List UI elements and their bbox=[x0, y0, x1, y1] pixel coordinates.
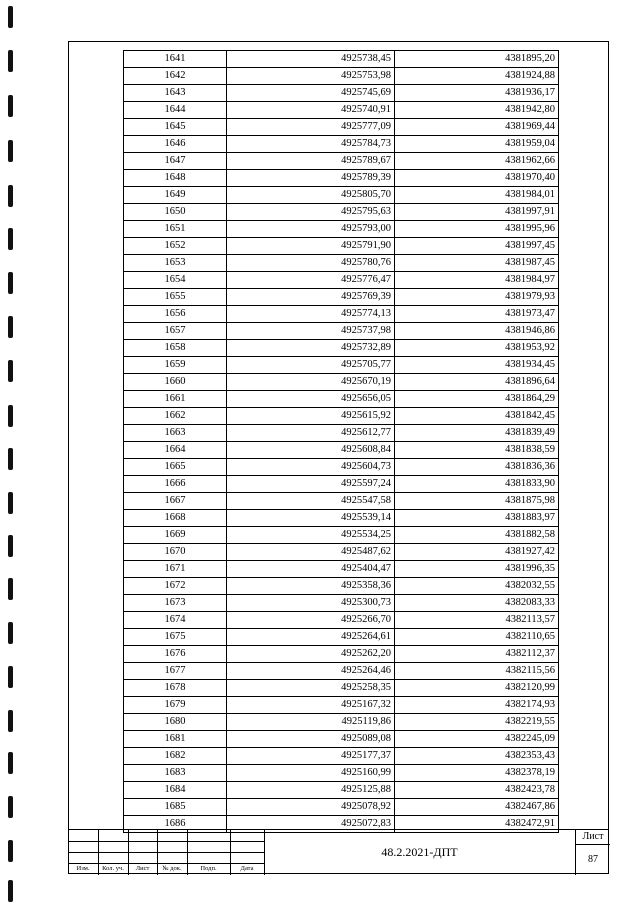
label-doc-number: № док. bbox=[162, 865, 182, 872]
binder-hole-mark bbox=[8, 752, 13, 774]
point-number-cell: 1647 bbox=[124, 153, 227, 170]
y-coordinate-cell: 4381969,44 bbox=[395, 119, 559, 136]
table-row bbox=[124, 153, 559, 170]
binder-hole-mark bbox=[8, 840, 13, 862]
table-row bbox=[124, 204, 559, 221]
y-coordinate-cell: 4381864,29 bbox=[395, 391, 559, 408]
point-number-cell: 1684 bbox=[124, 782, 227, 799]
x-coordinate-cell: 4925740,91 bbox=[227, 102, 395, 119]
x-coordinate-cell: 4925608,84 bbox=[227, 442, 395, 459]
point-number-cell: 1665 bbox=[124, 459, 227, 476]
binder-hole-mark bbox=[8, 880, 13, 902]
y-coordinate-cell: 4381962,66 bbox=[395, 153, 559, 170]
binder-hole-mark bbox=[8, 95, 13, 117]
table-row bbox=[124, 714, 559, 731]
binder-marks bbox=[6, 0, 18, 905]
y-coordinate-cell: 4382110,65 bbox=[395, 629, 559, 646]
x-coordinate-cell: 4925534,25 bbox=[227, 527, 395, 544]
table-row bbox=[124, 510, 559, 527]
y-coordinate-cell: 4381984,97 bbox=[395, 272, 559, 289]
x-coordinate-cell: 4925753,98 bbox=[227, 68, 395, 85]
binder-hole-mark bbox=[8, 492, 13, 514]
y-coordinate-cell: 4381833,90 bbox=[395, 476, 559, 493]
table-row bbox=[124, 544, 559, 561]
sheet-box bbox=[575, 830, 610, 875]
title-block-row-line bbox=[68, 863, 264, 864]
binder-hole-mark bbox=[8, 316, 13, 338]
table-row bbox=[124, 476, 559, 493]
y-coordinate-cell: 4381934,45 bbox=[395, 357, 559, 374]
y-coordinate-cell: 4381927,42 bbox=[395, 544, 559, 561]
x-coordinate-cell: 4925769,39 bbox=[227, 289, 395, 306]
table-row bbox=[124, 442, 559, 459]
point-number-cell: 1671 bbox=[124, 561, 227, 578]
point-number-cell: 1670 bbox=[124, 544, 227, 561]
point-number-cell: 1662 bbox=[124, 408, 227, 425]
point-number-cell: 1682 bbox=[124, 748, 227, 765]
y-coordinate-cell: 4382353,43 bbox=[395, 748, 559, 765]
table-row bbox=[124, 170, 559, 187]
point-number-cell: 1668 bbox=[124, 510, 227, 527]
y-coordinate-cell: 4382120,99 bbox=[395, 680, 559, 697]
y-coordinate-cell: 4381953,92 bbox=[395, 340, 559, 357]
point-number-cell: 1669 bbox=[124, 527, 227, 544]
point-number-cell: 1664 bbox=[124, 442, 227, 459]
y-coordinate-cell: 4381838,59 bbox=[395, 442, 559, 459]
y-coordinate-cell: 4382032,55 bbox=[395, 578, 559, 595]
x-coordinate-cell: 4925745,69 bbox=[227, 85, 395, 102]
binder-hole-mark bbox=[8, 710, 13, 732]
y-coordinate-cell: 4382112,37 bbox=[395, 646, 559, 663]
title-block-row-line bbox=[68, 841, 264, 842]
table-row bbox=[124, 374, 559, 391]
title-block bbox=[68, 829, 609, 875]
x-coordinate-cell: 4925547,58 bbox=[227, 493, 395, 510]
label-signature: Подп. bbox=[200, 865, 217, 872]
point-number-cell: 1685 bbox=[124, 799, 227, 816]
sheet-label: Лист bbox=[582, 831, 604, 842]
x-coordinate-cell: 4925119,86 bbox=[227, 714, 395, 731]
x-coordinate-cell: 4925262,20 bbox=[227, 646, 395, 663]
y-coordinate-cell: 4381842,45 bbox=[395, 408, 559, 425]
table-row bbox=[124, 119, 559, 136]
x-coordinate-cell: 4925160,99 bbox=[227, 765, 395, 782]
y-coordinate-cell: 4381984,01 bbox=[395, 187, 559, 204]
point-number-cell: 1666 bbox=[124, 476, 227, 493]
y-coordinate-cell: 4381997,91 bbox=[395, 204, 559, 221]
x-coordinate-cell: 4925789,39 bbox=[227, 170, 395, 187]
y-coordinate-cell: 4382113,57 bbox=[395, 612, 559, 629]
x-coordinate-cell: 4925264,46 bbox=[227, 663, 395, 680]
x-coordinate-cell: 4925487,62 bbox=[227, 544, 395, 561]
point-number-cell: 1677 bbox=[124, 663, 227, 680]
sheet-divider bbox=[576, 844, 610, 845]
y-coordinate-cell: 4381970,40 bbox=[395, 170, 559, 187]
coordinates-table bbox=[123, 50, 559, 833]
title-block-row-line bbox=[68, 852, 264, 853]
point-number-cell: 1652 bbox=[124, 238, 227, 255]
x-coordinate-cell: 4925777,09 bbox=[227, 119, 395, 136]
label-change: Изм. bbox=[76, 865, 90, 872]
binder-hole-mark bbox=[8, 360, 13, 382]
table-row bbox=[124, 595, 559, 612]
x-coordinate-cell: 4925795,63 bbox=[227, 204, 395, 221]
table-row bbox=[124, 306, 559, 323]
y-coordinate-cell: 4381936,17 bbox=[395, 85, 559, 102]
table-row bbox=[124, 102, 559, 119]
x-coordinate-cell: 4925805,70 bbox=[227, 187, 395, 204]
point-number-cell: 1651 bbox=[124, 221, 227, 238]
sheet-number: 87 bbox=[588, 854, 598, 865]
y-coordinate-cell: 4381882,58 bbox=[395, 527, 559, 544]
binder-hole-mark bbox=[8, 535, 13, 557]
x-coordinate-cell: 4925266,70 bbox=[227, 612, 395, 629]
table-row bbox=[124, 612, 559, 629]
binder-hole-mark bbox=[8, 796, 13, 818]
point-number-cell: 1678 bbox=[124, 680, 227, 697]
x-coordinate-cell: 4925670,19 bbox=[227, 374, 395, 391]
y-coordinate-cell: 4381836,36 bbox=[395, 459, 559, 476]
y-coordinate-cell: 4381895,20 bbox=[395, 51, 559, 68]
point-number-cell: 1653 bbox=[124, 255, 227, 272]
table-row bbox=[124, 221, 559, 238]
table-row bbox=[124, 646, 559, 663]
binder-hole-mark bbox=[8, 185, 13, 207]
point-number-cell: 1667 bbox=[124, 493, 227, 510]
table-row bbox=[124, 663, 559, 680]
point-number-cell: 1650 bbox=[124, 204, 227, 221]
x-coordinate-cell: 4925358,36 bbox=[227, 578, 395, 595]
x-coordinate-cell: 4925300,73 bbox=[227, 595, 395, 612]
table-row bbox=[124, 408, 559, 425]
y-coordinate-cell: 4381924,88 bbox=[395, 68, 559, 85]
x-coordinate-cell: 4925125,88 bbox=[227, 782, 395, 799]
y-coordinate-cell: 4381896,64 bbox=[395, 374, 559, 391]
table-row bbox=[124, 578, 559, 595]
label-date: Дата bbox=[240, 865, 254, 872]
binder-hole-mark bbox=[8, 140, 13, 162]
binder-hole-mark bbox=[8, 272, 13, 294]
y-coordinate-cell: 4381839,49 bbox=[395, 425, 559, 442]
y-coordinate-cell: 4382174,93 bbox=[395, 697, 559, 714]
y-coordinate-cell: 4381883,97 bbox=[395, 510, 559, 527]
y-coordinate-cell: 4381995,96 bbox=[395, 221, 559, 238]
binder-hole-mark bbox=[8, 228, 13, 250]
table-row bbox=[124, 697, 559, 714]
point-number-cell: 1661 bbox=[124, 391, 227, 408]
label-sheet: Лист bbox=[135, 865, 150, 872]
point-number-cell: 1658 bbox=[124, 340, 227, 357]
x-coordinate-cell: 4925078,92 bbox=[227, 799, 395, 816]
document-code: 48.2.2021-ДПТ bbox=[381, 845, 458, 859]
point-number-cell: 1680 bbox=[124, 714, 227, 731]
y-coordinate-cell: 4381946,86 bbox=[395, 323, 559, 340]
point-number-cell: 1645 bbox=[124, 119, 227, 136]
table-row bbox=[124, 561, 559, 578]
binder-hole-mark bbox=[8, 6, 13, 28]
point-number-cell: 1649 bbox=[124, 187, 227, 204]
table-row bbox=[124, 68, 559, 85]
table-row bbox=[124, 272, 559, 289]
point-number-cell: 1643 bbox=[124, 85, 227, 102]
y-coordinate-cell: 4381973,47 bbox=[395, 306, 559, 323]
point-number-cell: 1642 bbox=[124, 68, 227, 85]
table-row bbox=[124, 425, 559, 442]
y-coordinate-cell: 4382245,09 bbox=[395, 731, 559, 748]
point-number-cell: 1656 bbox=[124, 306, 227, 323]
x-coordinate-cell: 4925774,13 bbox=[227, 306, 395, 323]
point-number-cell: 1660 bbox=[124, 374, 227, 391]
x-coordinate-cell: 4925072,83 bbox=[227, 816, 395, 833]
x-coordinate-cell: 4925776,47 bbox=[227, 272, 395, 289]
binder-hole-mark bbox=[8, 578, 13, 600]
point-number-cell: 1686 bbox=[124, 816, 227, 833]
y-coordinate-cell: 4381997,45 bbox=[395, 238, 559, 255]
point-number-cell: 1644 bbox=[124, 102, 227, 119]
x-coordinate-cell: 4925705,77 bbox=[227, 357, 395, 374]
x-coordinate-cell: 4925615,92 bbox=[227, 408, 395, 425]
point-number-cell: 1675 bbox=[124, 629, 227, 646]
table-row bbox=[124, 748, 559, 765]
y-coordinate-cell: 4382083,33 bbox=[395, 595, 559, 612]
point-number-cell: 1659 bbox=[124, 357, 227, 374]
table-row bbox=[124, 680, 559, 697]
table-row bbox=[124, 782, 559, 799]
table-row bbox=[124, 799, 559, 816]
point-number-cell: 1672 bbox=[124, 578, 227, 595]
point-number-cell: 1673 bbox=[124, 595, 227, 612]
point-number-cell: 1674 bbox=[124, 612, 227, 629]
x-coordinate-cell: 4925656,05 bbox=[227, 391, 395, 408]
x-coordinate-cell: 4925264,61 bbox=[227, 629, 395, 646]
coordinates-table-body bbox=[124, 51, 559, 833]
x-coordinate-cell: 4925738,45 bbox=[227, 51, 395, 68]
table-row bbox=[124, 238, 559, 255]
point-number-cell: 1663 bbox=[124, 425, 227, 442]
y-coordinate-cell: 4381996,35 bbox=[395, 561, 559, 578]
table-row bbox=[124, 459, 559, 476]
point-number-cell: 1676 bbox=[124, 646, 227, 663]
x-coordinate-cell: 4925784,73 bbox=[227, 136, 395, 153]
binder-hole-mark bbox=[8, 448, 13, 470]
y-coordinate-cell: 4382467,86 bbox=[395, 799, 559, 816]
table-row bbox=[124, 255, 559, 272]
x-coordinate-cell: 4925089,08 bbox=[227, 731, 395, 748]
point-number-cell: 1679 bbox=[124, 697, 227, 714]
point-number-cell: 1681 bbox=[124, 731, 227, 748]
table-row bbox=[124, 289, 559, 306]
table-row bbox=[124, 527, 559, 544]
table-row bbox=[124, 391, 559, 408]
y-coordinate-cell: 4381979,93 bbox=[395, 289, 559, 306]
x-coordinate-cell: 4925780,76 bbox=[227, 255, 395, 272]
point-number-cell: 1654 bbox=[124, 272, 227, 289]
table-row bbox=[124, 765, 559, 782]
x-coordinate-cell: 4925258,35 bbox=[227, 680, 395, 697]
x-coordinate-cell: 4925404,47 bbox=[227, 561, 395, 578]
point-number-cell: 1655 bbox=[124, 289, 227, 306]
point-number-cell: 1648 bbox=[124, 170, 227, 187]
y-coordinate-cell: 4382115,56 bbox=[395, 663, 559, 680]
point-number-cell: 1683 bbox=[124, 765, 227, 782]
x-coordinate-cell: 4925732,89 bbox=[227, 340, 395, 357]
table-row bbox=[124, 51, 559, 68]
binder-hole-mark bbox=[8, 666, 13, 688]
x-coordinate-cell: 4925177,37 bbox=[227, 748, 395, 765]
x-coordinate-cell: 4925789,67 bbox=[227, 153, 395, 170]
binder-hole-mark bbox=[8, 405, 13, 427]
table-row bbox=[124, 85, 559, 102]
table-row bbox=[124, 731, 559, 748]
x-coordinate-cell: 4925167,32 bbox=[227, 697, 395, 714]
binder-hole-mark bbox=[8, 622, 13, 644]
binder-hole-mark bbox=[8, 50, 13, 72]
y-coordinate-cell: 4382423,78 bbox=[395, 782, 559, 799]
y-coordinate-cell: 4382472,91 bbox=[395, 816, 559, 833]
table-row bbox=[124, 493, 559, 510]
table-row bbox=[124, 340, 559, 357]
point-number-cell: 1657 bbox=[124, 323, 227, 340]
y-coordinate-cell: 4381942,80 bbox=[395, 102, 559, 119]
table-row bbox=[124, 136, 559, 153]
y-coordinate-cell: 4381875,98 bbox=[395, 493, 559, 510]
y-coordinate-cell: 4382219,55 bbox=[395, 714, 559, 731]
y-coordinate-cell: 4382378,19 bbox=[395, 765, 559, 782]
y-coordinate-cell: 4381987,45 bbox=[395, 255, 559, 272]
x-coordinate-cell: 4925539,14 bbox=[227, 510, 395, 527]
label-qty: Кол. уч. bbox=[102, 865, 124, 872]
x-coordinate-cell: 4925612,77 bbox=[227, 425, 395, 442]
x-coordinate-cell: 4925791,90 bbox=[227, 238, 395, 255]
y-coordinate-cell: 4381959,04 bbox=[395, 136, 559, 153]
x-coordinate-cell: 4925597,24 bbox=[227, 476, 395, 493]
point-number-cell: 1646 bbox=[124, 136, 227, 153]
x-coordinate-cell: 4925793,00 bbox=[227, 221, 395, 238]
table-row bbox=[124, 187, 559, 204]
x-coordinate-cell: 4925737,98 bbox=[227, 323, 395, 340]
table-row bbox=[124, 629, 559, 646]
x-coordinate-cell: 4925604,73 bbox=[227, 459, 395, 476]
table-row bbox=[124, 357, 559, 374]
table-row bbox=[124, 323, 559, 340]
point-number-cell: 1641 bbox=[124, 51, 227, 68]
